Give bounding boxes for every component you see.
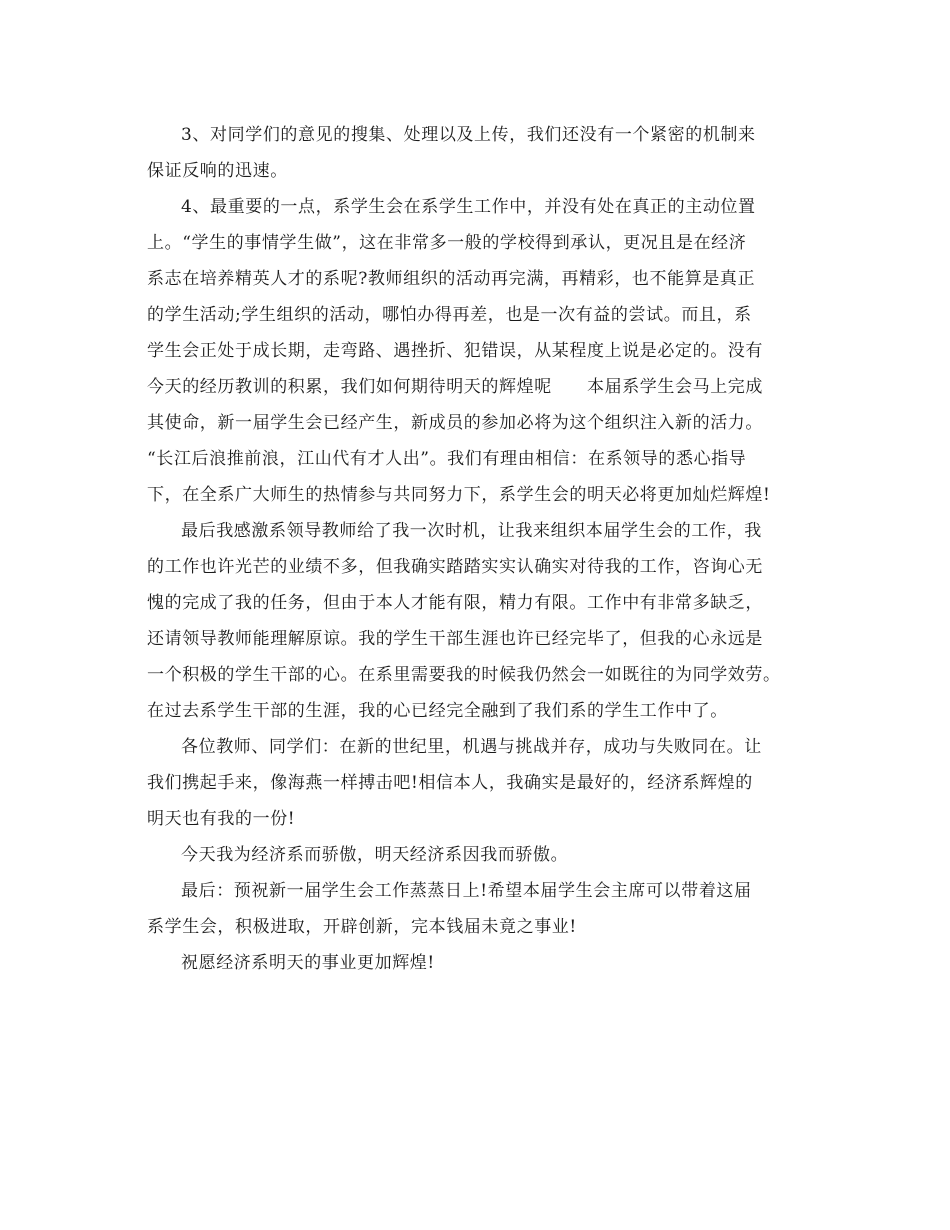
text-line: 祝愿经济系明天的事业更加辉煌! (181, 953, 435, 973)
text-line: 上。“学生的事情学生做”，这在非常多一般的学校得到承认，更况且是在经济 (147, 233, 747, 253)
text-line: 4、最重要的一点，系学生会在系学生工作中，并没有处在真正的主动位置 (181, 197, 756, 217)
text-line: 的学生活动;学生组织的活动，哪怕办得再差，也是一次有益的尝试。而且，系 (147, 305, 752, 325)
text-line: 在过去系学生干部的生涯，我的心已经完全融到了我们系的学生工作中了。 (147, 701, 728, 721)
text-line: 的工作也许光芒的业绩不多，但我确实踏踏实实认确实对待我的工作，咨询心无 (147, 557, 763, 577)
text-line: 愧的完成了我的任务，但由于本人才能有限，精力有限。工作中有非常多缺乏， (147, 593, 763, 613)
text-line: 我们携起手来，像海燕一样搏击吧!相信本人，我确实是最好的，经济系辉煌的 (147, 773, 753, 793)
text-line: 各位教师、同学们：在新的世纪里，机遇与挑战并存，成功与失败同在。让 (181, 737, 762, 757)
text-line: 还请领导教师能理解原谅。我的学生干部生涯也许已经完毕了，但我的心永远是 (147, 629, 763, 649)
text-line: 最后：预祝新一届学生会工作蒸蒸日上!希望本届学生会主席可以带着这届 (181, 881, 752, 901)
text-line: 系学生会，积极进取，开辟创新，完本钱届未竟之事业! (147, 917, 577, 937)
text-line: 明天也有我的一份! (147, 809, 296, 829)
text-line: 最后我感激系领导教师给了我一次时机，让我来组织本届学生会的工作，我 (181, 521, 762, 541)
text-line: 学生会正处于成长期，走弯路、遇挫折、犯错误，从某程度上说是必定的。没有 (147, 341, 763, 361)
text-line: 3、对同学们的意见的搜集、处理以及上传，我们还没有一个紧密的机制来 (181, 125, 756, 145)
text-line: 今天的经历教训的积累，我们如何期待明天的辉煌呢 本届系学生会马上完成 (147, 377, 763, 397)
text-line: 其使命，新一届学生会已经产生，新成员的参加必将为这个组织注入新的活力。 (147, 413, 763, 433)
text-line: “长江后浪推前浪，江山代有才人出”。我们有理由相信：在系领导的悉心指导 (147, 449, 747, 469)
text-line: 下，在全系广大师生的热情参与共同努力下，系学生会的明天必将更加灿烂辉煌! (147, 485, 771, 505)
document-body (147, 117, 812, 981)
text-line: 系志在培养精英人才的系呢?教师组织的活动再完满，再精彩，也不能算是真正 (147, 269, 756, 289)
text-line: 一个积极的学生干部的心。在系里需要我的时候我仍然会一如既往的为同学效劳。 (147, 665, 781, 685)
text-line: 保证反响的迅速。 (147, 161, 288, 181)
text-line: 今天我为经济系而骄傲，明天经济系因我而骄傲。 (181, 845, 569, 865)
